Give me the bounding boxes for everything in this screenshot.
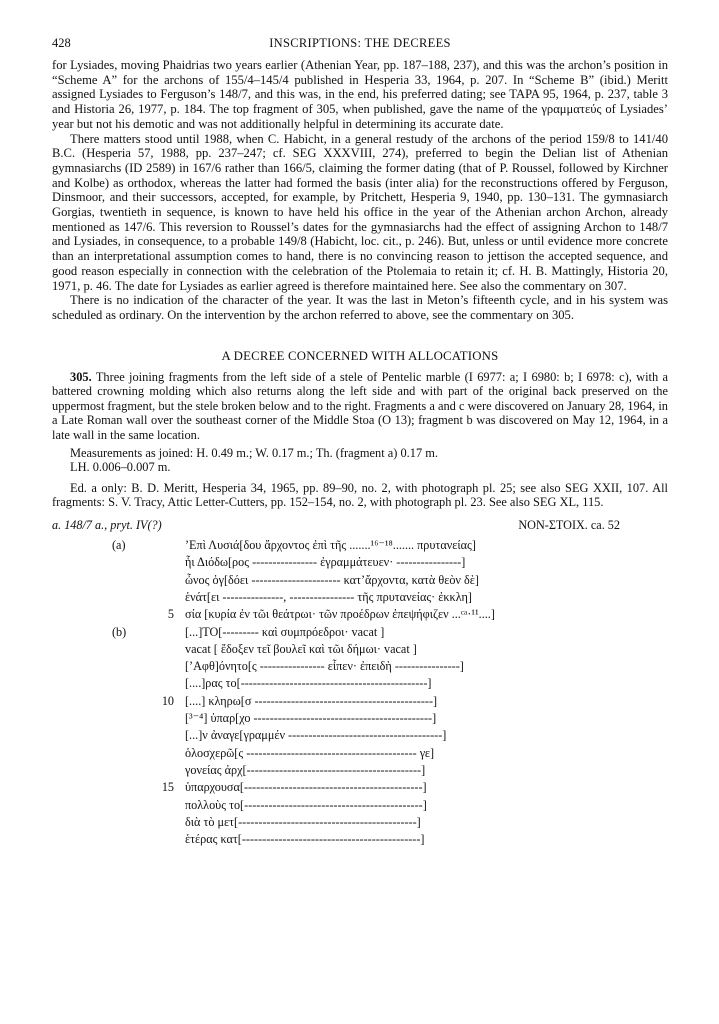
page-header bbox=[52, 36, 668, 58]
line-number: 15 bbox=[161, 780, 174, 795]
line-text: ἧι Διόδω[ρος ---------------- ἐγραμμάτευεν· ----------------] bbox=[185, 555, 466, 570]
line-text: ἑνάτ[ει ---------------, ---------------- τῆς πρυτανείας· ἐκκλη] bbox=[185, 589, 472, 604]
line-text: [...]ν ἀναγε[γραμμέν --------------------------------------] bbox=[185, 728, 447, 743]
catalog-entry bbox=[52, 370, 668, 510]
running-title: INSCRIPTIONS: THE DECREES bbox=[269, 36, 451, 50]
inscription-line bbox=[52, 798, 668, 815]
inscription-line bbox=[52, 625, 668, 642]
inscription-date: a. 148/7 a., pryt. IV(?) bbox=[52, 518, 162, 532]
inscription-line bbox=[52, 815, 668, 832]
inscription-text bbox=[52, 518, 668, 868]
inscription-line bbox=[52, 642, 668, 659]
inscription-line bbox=[52, 590, 668, 607]
line-text: ὑπαρχουσα[--------------------------------------------] bbox=[185, 780, 427, 795]
body-paragraph-2: There matters stood until 1988, when C. Habicht, in a general restudy of the archons of the period 159/8 to 141/40 B.C. (Hesperia 57, 1988, pp. 237–247; cf. SEG XXXVIII, 274), preferred to begin the Delian list of Athenian gymnasiarchs (ID 2589) in 167/6 rather than 166/5, claiming the former dating (that of P. Roussel, followed by Kirchner and Kolbe) as orthodox, whereas the latter had formed the basis (inter alia) for the reconstructions offered by Ferguson, Dinsmoor, and their successors, accepted, for example, by Pritchett, Hesperia 9, 1940, pp. 130–131. The gymnasiarch Gorgias, twentieth in sequence, is known to have held his office in the year of the Athenian archon Archon, already mentioned as 147/6. This reversion to Roussel’s dates for the gymnasiarchs had the effect of assigning Archon to 148/7 and Lysiades, in consequence, to a probable 149/8 (Habicht, loc. cit., p. 246). But, unless or until evidence more concrete than an interpretational assumption comes to hand, there is no convincing reason to jettison the accepted sequence, and good reason especially in connection with the celebration of the Ptolemaia to retain it; cf. H. B. Mattingly, Historia 20, 1971, p. 46. The date for Lysiades as earlier agreed is therefore maintained here. See also the commentary on 307. bbox=[52, 131, 668, 293]
line-text: [...]ΤΟ[--------- καὶ συμπρόεδροι· vacat ] bbox=[185, 624, 385, 639]
inscription-line bbox=[52, 763, 668, 780]
line-number: 10 bbox=[161, 693, 174, 708]
measurements: Measurements as joined: H. 0.49 m.; W. 0.17 m.; Th. (fragment a) 0.17 m. bbox=[70, 445, 438, 460]
section-title: A DECREE CONCERNED WITH ALLOCATIONS bbox=[221, 348, 499, 363]
body-paragraph-3: There is no indication of the character of the year. It was the last in Meton’s fifteenth cycle, and in his system was scheduled as ordinary. On the intervention by the archon referred to above, see the commentary on 305. bbox=[52, 293, 668, 322]
line-text: πολλοὺς το[--------------------------------------------] bbox=[185, 797, 427, 812]
line-number: 5 bbox=[167, 607, 174, 622]
body-paragraph-1: for Lysiades, moving Phaidrias two years earlier (Athenian Year, pp. 187–188, 237), and this was the archon’s position in “Scheme A” for the archons of 155/4–145/4 published in Hesperia 33, 1964, p. 207. In “Scheme B” (ibid.) Meritt assigned Lysiades to Ferguson’s 148/7, and this was, in the end, his preferred dating; see TAPA 95, 1964, p. 237, table 3 and Historia 26, 1977, p. 184. The top fragment of 305, when published, gave the name of the γραμματεύς of Lysiades’ year but not his demotic and was not additionally helpful in determining its accurate date. bbox=[52, 58, 668, 131]
inscription-line bbox=[52, 746, 668, 763]
line-text: σία [κυρία ἐν τῶι θεάτρωι· τῶν προέδρων ἐπεψήφιζεν ...ᶜᵃ·¹¹....] bbox=[185, 607, 495, 622]
inscription-line bbox=[52, 711, 668, 728]
line-text: ὁλοσχερῶ[ς ------------------------------------------ γε] bbox=[185, 745, 435, 760]
inscription-line bbox=[52, 538, 668, 555]
line-text: διὰ τὸ μετ[--------------------------------------------] bbox=[185, 814, 421, 829]
inscription-line bbox=[52, 676, 668, 693]
line-text: ἑτέρας κατ[--------------------------------------------] bbox=[185, 832, 425, 847]
inscription-line bbox=[52, 780, 668, 797]
line-text: ὦνος ὀγ[δόει ---------------------- κατ’ἄρχοντα, κατὰ θεὸν δὲ] bbox=[185, 572, 479, 587]
inscription-line bbox=[52, 694, 668, 711]
fragment-label: (a) bbox=[112, 538, 126, 552]
line-text: γονείας ἀρχ[-------------------------------------------] bbox=[185, 762, 426, 777]
line-text: [³⁻⁴] ὑπαρ[χο --------------------------------------------] bbox=[185, 711, 437, 725]
inscription-line bbox=[52, 607, 668, 624]
entry-number: 305. bbox=[70, 369, 92, 384]
line-text: vacat [ ἔδοξεν τεῖ βουλεῖ καὶ τῶι δήμωι· vacat ] bbox=[185, 641, 417, 656]
entry-description-text: Three joining fragments from the left side of a stele of Pentelic marble (I 6977: a; I 6980: b; I 6978: c), with a battered crowning molding which also returns along the left side and with part of the original back preserved on the uppermost fragment, but the stele broken below and to the right. Fragments a and c were discovered on January 28, 1964, in a Late Roman wall over the southeast corner of the Middle Stoa (O 13); fragment b was discovered on May 12, 1964, in a late wall in the same location. bbox=[52, 369, 669, 443]
line-text: ’Επὶ Λυσιά[δου ἄρχοντος ἐπὶ τῆς .......¹⁶⁻¹⁸....... πρυτανείας] bbox=[185, 538, 476, 552]
fragment-label: (b) bbox=[112, 624, 127, 639]
line-text: [....] κληρω[σ --------------------------------------------] bbox=[185, 693, 438, 708]
inscription-line bbox=[52, 573, 668, 590]
line-text: [’Αφθ]όνητο[ς ---------------- εἶπεν· ἐπειδὴ ----------------] bbox=[185, 659, 464, 674]
edition-note: Ed. a only: B. D. Meritt, Hesperia 34, 1965, pp. 89–90, no. 2, with photograph pl. 25; see also SEG XXII, 107. All fragments: S. V. Tracy, Attic Letter-Cutters, pp. 152–154, no. 2, with photograph pl. 23. See also SEG XL, 115. bbox=[52, 480, 668, 510]
line-text: [....]ρας το[----------------------------------------------] bbox=[185, 676, 432, 691]
page bbox=[52, 36, 668, 868]
inscription-line bbox=[52, 832, 668, 849]
inscription-style: NON-ΣΤΟΙΧ. ca. 52 bbox=[518, 518, 620, 532]
letter-height: LH. 0.006–0.007 m. bbox=[70, 460, 171, 475]
inscription-line bbox=[52, 659, 668, 676]
inscription-header bbox=[52, 518, 668, 534]
page-number: 428 bbox=[52, 36, 71, 50]
inscription-line bbox=[52, 728, 668, 745]
entry-description bbox=[52, 370, 668, 443]
inscription-line bbox=[52, 555, 668, 572]
